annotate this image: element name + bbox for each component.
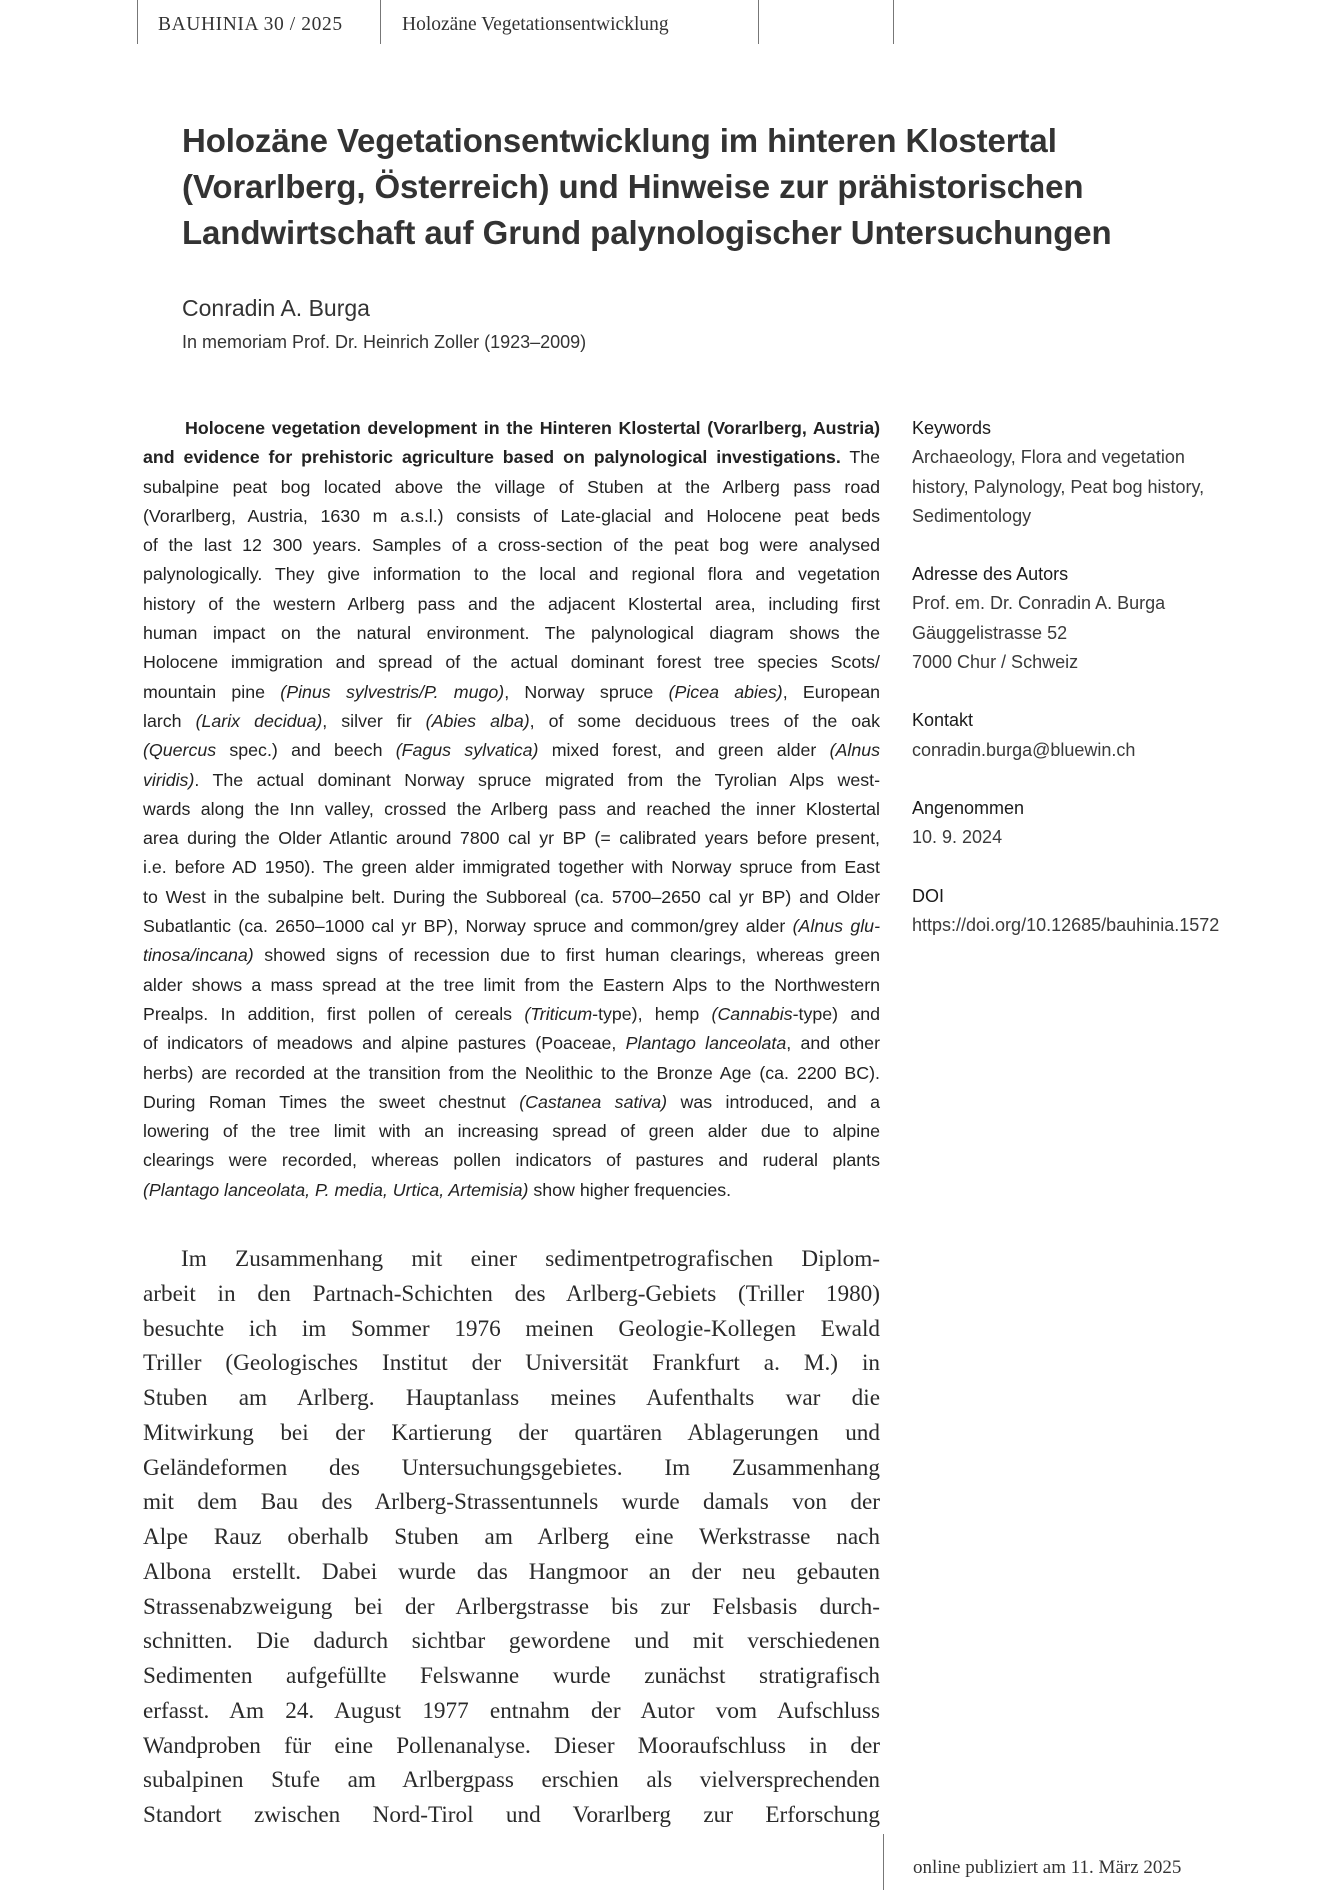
species-name: (Fagus sylvatica): [395, 740, 539, 761]
journal-issue: BAUHINIA 30 / 2025: [158, 14, 343, 35]
abstract-text: showed signs of recession due to first human clearings, whereas green: [253, 945, 880, 966]
doi-block: [912, 882, 1332, 941]
body-line: Alpe Rauz oberhalb Stuben am Arlberg eine Werkstrasse nach: [143, 1524, 880, 1550]
keywords-line: history, Palynology, Peat bog history,: [912, 476, 1205, 497]
body-line: mit dem Bau des Arlberg-Strassentunnels wurde damals von der: [143, 1489, 880, 1516]
abstract-text: , Norway spruce: [504, 681, 669, 702]
body-line: Wandproben für eine Pollenanalyse. Dieser Mooraufschluss in der: [143, 1732, 880, 1759]
body-line: Albona erstellt. Dabei wurde das Hangmoor an der neu gebauten: [143, 1558, 880, 1585]
abstract-bold-lead: Holocene vegetation development in the Hinteren Klostertal (Vorarlberg, Austria): [185, 418, 880, 438]
abstract-text: larch: [143, 710, 196, 731]
body-line: Sedimenten aufgefüllte Felswanne wurde zunächst stratigrafisch: [143, 1663, 880, 1689]
body-line: Geländeformen des Untersuchungsgebietes. Im Zusammenhang: [143, 1454, 880, 1481]
abstract-line: area during the Older Atlantic around 7800 cal yr BP (= calibrated years before present,: [143, 828, 880, 849]
abstract-text: Subatlantic (ca. 2650–1000 cal yr BP), Norway spruce and common/grey alder: [143, 916, 793, 937]
abstract-line: [143, 766, 880, 795]
article-sidebar: [912, 414, 1332, 969]
body-line: Strassenabzweigung bei der Arlbergstrasse bis zur Felsbasis durch-: [143, 1593, 880, 1620]
accepted-block: [912, 794, 1332, 853]
species-name: viridis): [143, 769, 195, 790]
publication-date: online publiziert am 11. März 2025: [913, 1857, 1182, 1878]
accepted-heading: Angenommen: [912, 797, 1025, 818]
species-name: (Pinus sylvestris/P. mugo): [280, 681, 505, 702]
species-name: (Alnus: [829, 740, 880, 761]
memoriam-note: In memoriam Prof. Dr. Heinrich Zoller (1923–2009): [182, 332, 587, 352]
article-title: [182, 118, 1162, 256]
abstract-text: spec.) and beech: [216, 740, 396, 761]
species-name: (Castanea sativa): [519, 1091, 668, 1112]
abstract-line: human impact on the natural environment. The palynological diagram shows the: [143, 623, 880, 644]
abstract-text: Prealps. In addition, first pollen of cereals: [143, 1003, 525, 1024]
abstract-text: was introduced, and a: [667, 1091, 880, 1112]
abstract-line: [143, 1000, 880, 1029]
abstract-line: wards along the Inn valley, crossed the Arlberg pass and reached the inner Klostertal: [143, 798, 880, 819]
title-line: (Vorarlberg, Österreich) und Hinweise zur prähistorischen: [182, 168, 1084, 205]
header-rule-middle: [380, 0, 381, 44]
body-line: Standort zwischen Nord-Tirol und Vorarlberg zur Erforschung: [143, 1802, 880, 1828]
keywords-line: Sedimentology: [912, 505, 1032, 526]
accepted-date: 10. 9. 2024: [912, 827, 1003, 848]
species-name: (Cannabis: [711, 1003, 793, 1024]
abstract-line: i.e. before AD 1950). The green alder immigrated together with Norway spruce from East: [143, 857, 880, 878]
body-line: subalpinen Stufe am Arlbergpass erschien als vielversprechenden: [143, 1767, 880, 1794]
abstract-line: palynologically. They give information to the local and regional flora and vegetation: [143, 564, 880, 585]
abstract-line: lowering of the tree limit with an increasing spread of green alder due to alpine: [143, 1121, 880, 1142]
abstract-line: [143, 912, 880, 941]
species-name: Plantago lanceolata: [625, 1033, 787, 1054]
abstract-line: [143, 1176, 880, 1205]
contact-heading: Kontakt: [912, 710, 974, 731]
abstract-text: show higher frequencies.: [528, 1179, 732, 1200]
abstract-text: , European: [782, 681, 881, 702]
abstract-text: , of some deciduous trees of the oak: [529, 710, 880, 731]
abstract-line: [143, 414, 880, 443]
doi-link[interactable]: https://doi.org/10.12685/bauhinia.1572: [912, 914, 1220, 935]
abstract-text: , and other: [786, 1033, 880, 1054]
author-name: Conradin A. Burga: [182, 295, 370, 321]
abstract-line: Holocene immigration and spread of the actual dominant forest tree species Scots/: [143, 652, 880, 673]
species-name: (Alnus glu-: [792, 916, 880, 937]
header-rule-right-1: [758, 0, 759, 44]
abstract-text: . The actual dominant Norway spruce migrated from the Tyrolian Alps west-: [194, 769, 880, 790]
contact-block: [912, 706, 1332, 765]
body-line: Stuben am Arlberg. Hauptanlass meines Aufenthalts war die: [143, 1385, 880, 1411]
species-name: (Abies alba): [425, 710, 530, 731]
abstract-line: [143, 1088, 880, 1117]
abstract-text: mixed forest, and green alder: [538, 740, 830, 761]
body-line: Triller (Geologisches Institut der Universität Frankfurt a. M.) in: [143, 1350, 880, 1377]
body-line: erfasst. Am 24. August 1977 entnahm der Autor vom Aufschluss: [143, 1697, 880, 1724]
species-name: (Quercus: [143, 740, 217, 761]
abstract-text: , silver fir: [322, 710, 426, 731]
abstract-line: [143, 736, 880, 765]
body-line: arbeit in den Partnach-Schichten des Arlberg-Gebiets (Triller 1980): [143, 1280, 880, 1307]
keywords-block: [912, 414, 1332, 531]
contact-email-link[interactable]: conradin.burga@bluewin.ch: [912, 739, 1136, 760]
body-line: schnitten. Die dadurch sichtbar gewordene und mit verschiedenen: [143, 1628, 880, 1655]
body-paragraph: [143, 1242, 880, 1833]
keywords-line: Archaeology, Flora and vegetation: [912, 447, 1185, 468]
abstract-line: [143, 1029, 880, 1058]
header-rule-left: [137, 0, 138, 44]
abstract-line: to West in the subalpine belt. During the Subboreal (ca. 5700–2650 cal yr BP) and Older: [143, 886, 880, 907]
abstract-text: of indicators of meadows and alpine pastures (Poaceae,: [143, 1033, 626, 1054]
species-name: tinosa/incana): [143, 945, 254, 966]
body-line: besuchte ich im Sommer 1976 meinen Geologie-Kollegen Ewald: [143, 1315, 880, 1342]
abstract-bold-lead: and evidence for prehistoric agriculture based on palynological investigations.: [143, 447, 841, 468]
address-block: [912, 560, 1332, 677]
abstract-text: The: [840, 447, 880, 468]
abstract-line: [143, 443, 880, 472]
title-line: Landwirtschaft auf Grund palynologischer Untersuchungen: [182, 214, 1112, 251]
abstract-line: of the last 12 300 years. Samples of a cross-section of the peat bog were analysed: [143, 535, 880, 556]
abstract-line: herbs) are recorded at the transition from the Neolithic to the Bronze Age (ca. 2200 BC).: [143, 1062, 880, 1083]
body-line: Mitwirkung bei der Kartierung der quartären Ablagerungen und: [143, 1419, 880, 1446]
abstract-line: [143, 678, 880, 707]
running-title: Holozäne Vegetationsentwicklung: [402, 14, 669, 35]
page-header: [0, 0, 1339, 46]
address-heading: Adresse des Autors: [912, 564, 1069, 585]
address-line: Gäuggelistrasse 52: [912, 622, 1068, 643]
abstract-line: [143, 707, 880, 736]
address-line: Prof. em. Dr. Conradin A. Burga: [912, 593, 1166, 614]
species-name: (Triticum: [524, 1003, 593, 1024]
abstract-line: (Vorarlberg, Austria, 1630 m a.s.l.) consists of Late-glacial and Holocene peat beds: [143, 505, 880, 526]
doi-heading: DOI: [912, 885, 945, 906]
abstract: [143, 414, 880, 1205]
abstract-text: mountain pine: [143, 681, 281, 702]
footer-rule: [883, 1834, 884, 1890]
address-line: 7000 Chur / Schweiz: [912, 652, 1079, 673]
species-name: (Picea abies): [668, 681, 783, 702]
species-name: (Larix decidua): [195, 710, 323, 731]
abstract-line: alder shows a mass spread at the tree limit from the Eastern Alps to the Northwestern: [143, 974, 880, 995]
abstract-text: During Roman Times the sweet chestnut: [143, 1091, 520, 1112]
abstract-line: subalpine peat bog located above the village of Stuben at the Arlberg pass road: [143, 476, 880, 497]
abstract-text: -type) and: [792, 1003, 880, 1024]
abstract-line: [143, 941, 880, 970]
body-line: Im Zusammenhang mit einer sedimentpetrografischen Diplom-: [181, 1246, 880, 1272]
species-name: (Plantago lanceolata, P. media, Urtica, Artemisia): [143, 1179, 529, 1200]
keywords-heading: Keywords: [912, 418, 992, 438]
header-rule-right-2: [893, 0, 894, 44]
abstract-line: clearings were recorded, whereas pollen indicators of pastures and ruderal plants: [143, 1150, 880, 1171]
abstract-line: history of the western Arlberg pass and the adjacent Klostertal area, including first: [143, 593, 880, 614]
title-line: Holozäne Vegetationsentwicklung im hinteren Klostertal: [182, 122, 1057, 159]
abstract-text: -type), hemp: [592, 1003, 712, 1024]
